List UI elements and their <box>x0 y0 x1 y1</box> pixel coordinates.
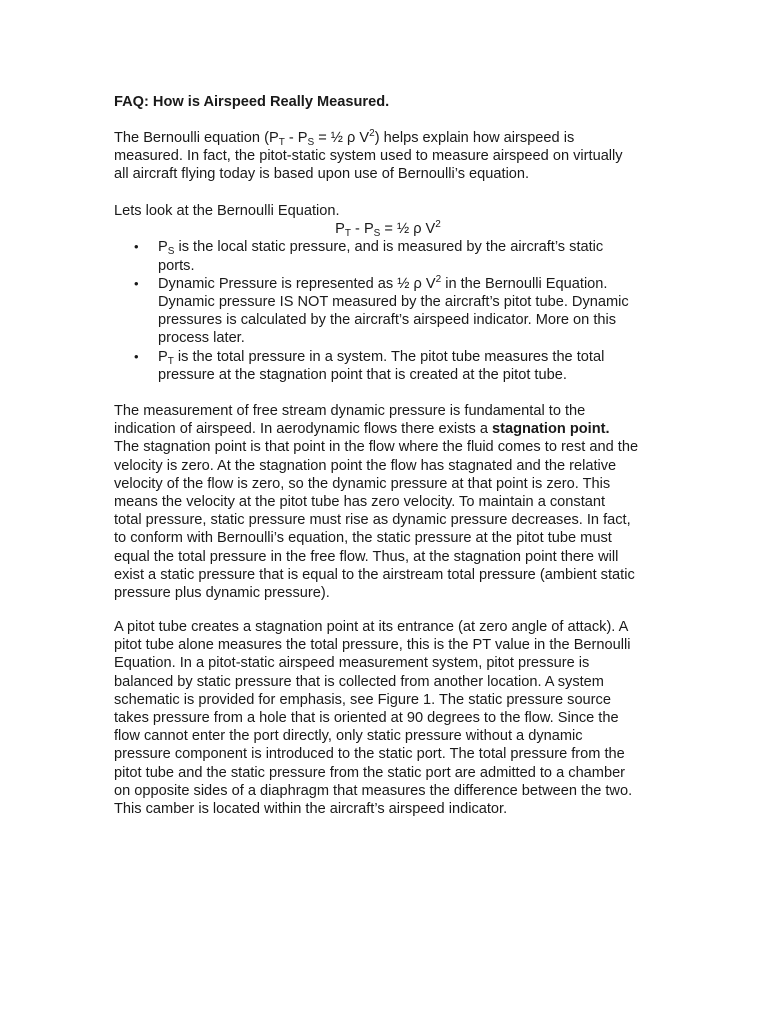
intro-line-2: measured. In fact, the pitot-static system used to measure airspeed on virtually <box>114 148 623 165</box>
para3-line: pressure component is introduced to the static port. The total pressure from the <box>114 746 625 763</box>
superscript-2: 2 <box>435 273 442 285</box>
list-item <box>114 275 662 348</box>
subscript-t: T <box>167 355 174 367</box>
para3-line: on opposite sides of a diaphragm that measures the difference between the two. <box>114 782 633 799</box>
para2-line: exist a static pressure that is equal to the airstream total pressure (ambient static <box>114 566 635 583</box>
eq-superscript-2: 2 <box>435 219 441 231</box>
bullet-icon: • <box>134 348 139 364</box>
stagnation-point-term: stagnation point. <box>492 421 610 438</box>
lets-look-paragraph <box>114 202 662 384</box>
para3-line: This camber is located within the aircraft’s airspeed indicator. <box>114 800 508 817</box>
subscript-s: S <box>307 137 315 148</box>
para2-line: pressure plus dynamic pressure). <box>114 584 330 601</box>
bullet-icon: • <box>134 239 139 255</box>
para2-line: equal the total pressure in the free flow. Thus, at the stagnation point there will <box>114 548 619 565</box>
bullet-3-line-1 <box>158 348 662 366</box>
para2-line: The measurement of free stream dynamic pressure is fundamental to the <box>114 403 586 419</box>
intro-line-1 <box>114 129 662 147</box>
bullet-3-line-2: pressure at the stagnation point that is created at the pitot tube. <box>158 366 567 383</box>
para2-line: total pressure, static pressure must rise as dynamic pressure decreases. In fact, <box>114 512 631 529</box>
intro-text: - P <box>284 130 308 146</box>
bullet-2-line-1 <box>158 275 662 293</box>
bullet-text: is the total pressure in a system. The pitot tube measures the total <box>173 348 605 365</box>
bullet-icon: • <box>134 275 139 291</box>
bullet-1-line-1 <box>158 238 662 256</box>
bullet-1-line-2: ports. <box>158 257 195 274</box>
eq-text: - P <box>350 221 374 238</box>
para3-line: schematic is provided for emphasis, see Figure 1. The static pressure source <box>114 691 611 708</box>
para3-line: pitot tube alone measures the total pressure, this is the PT value in the Bernoulli <box>114 637 631 654</box>
intro-paragraph <box>114 129 662 184</box>
subscript-t: T <box>278 137 285 148</box>
para3-line: Equation. In a pitot-static airspeed measurement system, pitot pressure is <box>114 655 590 672</box>
eq-subscript-t: T <box>344 228 351 240</box>
para3-line: A pitot tube creates a stagnation point at its entrance (at zero angle of attack). A <box>114 619 629 635</box>
para2-text: indication of airspeed. In aerodynamic flows there exists a <box>114 421 493 438</box>
para2-line: to conform with Bernoulli’s equation, the static pressure at the pitot tube must <box>114 530 612 547</box>
intro-text: ) helps explain how airspeed is <box>374 130 575 146</box>
bernoulli-equation <box>114 220 662 238</box>
eq-text: P <box>335 221 345 238</box>
stagnation-paragraph <box>114 402 662 602</box>
para2-line: The stagnation point is that point in the flow where the fluid comes to rest and the <box>114 439 639 456</box>
document-title: FAQ: How is Airspeed Really Measured. <box>114 94 390 110</box>
intro-text: = ½ ρ V <box>314 130 370 146</box>
pitot-tube-paragraph <box>114 618 662 818</box>
intro-line-3: all aircraft flying today is based upon use of Bernoulli’s equation. <box>114 166 530 183</box>
para2-line <box>114 420 662 438</box>
bullet-text: is the local static pressure, and is measured by the aircraft’s static <box>174 239 604 256</box>
para3-line: takes pressure from a hole that is oriented at 90 degrees to the flow. Since the <box>114 709 619 726</box>
lets-look-line: Lets look at the Bernoulli Equation. <box>114 203 340 219</box>
list-item <box>114 348 662 384</box>
bullet-list <box>114 238 662 384</box>
para2-line: velocity is zero. At the stagnation point the flow has stagnated and the relative <box>114 457 617 474</box>
bullet-text: P <box>158 348 168 365</box>
list-item <box>114 238 662 274</box>
para3-line: pitot tube and the static pressure from the static port are admitted to a chamber <box>114 764 626 781</box>
superscript-2: 2 <box>369 128 375 139</box>
bullet-2-line-2: Dynamic pressure IS NOT measured by the aircraft’s pitot tube. Dynamic <box>158 293 629 310</box>
subscript-s: S <box>167 246 175 258</box>
bullet-2-line-4: process later. <box>158 330 245 347</box>
intro-text: The Bernoulli equation (P <box>114 130 279 146</box>
para2-line: velocity of the flow is zero, so the dynamic pressure at that point is zero. This <box>114 475 611 492</box>
para2-line: means the velocity at the pitot tube has zero velocity. To maintain a constant <box>114 493 606 510</box>
bullet-text: in the Bernoulli Equation. <box>441 275 608 292</box>
eq-text: = ½ ρ V <box>380 221 436 238</box>
eq-subscript-s: S <box>373 228 381 240</box>
para3-line: balanced by static pressure that is collected from another location. A system <box>114 673 604 690</box>
bullet-text: P <box>158 239 168 256</box>
para3-line: flow cannot enter the port directly, only static pressure without a dynamic <box>114 728 583 745</box>
bullet-text: Dynamic Pressure is represented as ½ ρ V <box>158 275 436 292</box>
bullet-2-line-3: pressures is calculated by the aircraft’s airspeed indicator. More on this <box>158 312 617 329</box>
